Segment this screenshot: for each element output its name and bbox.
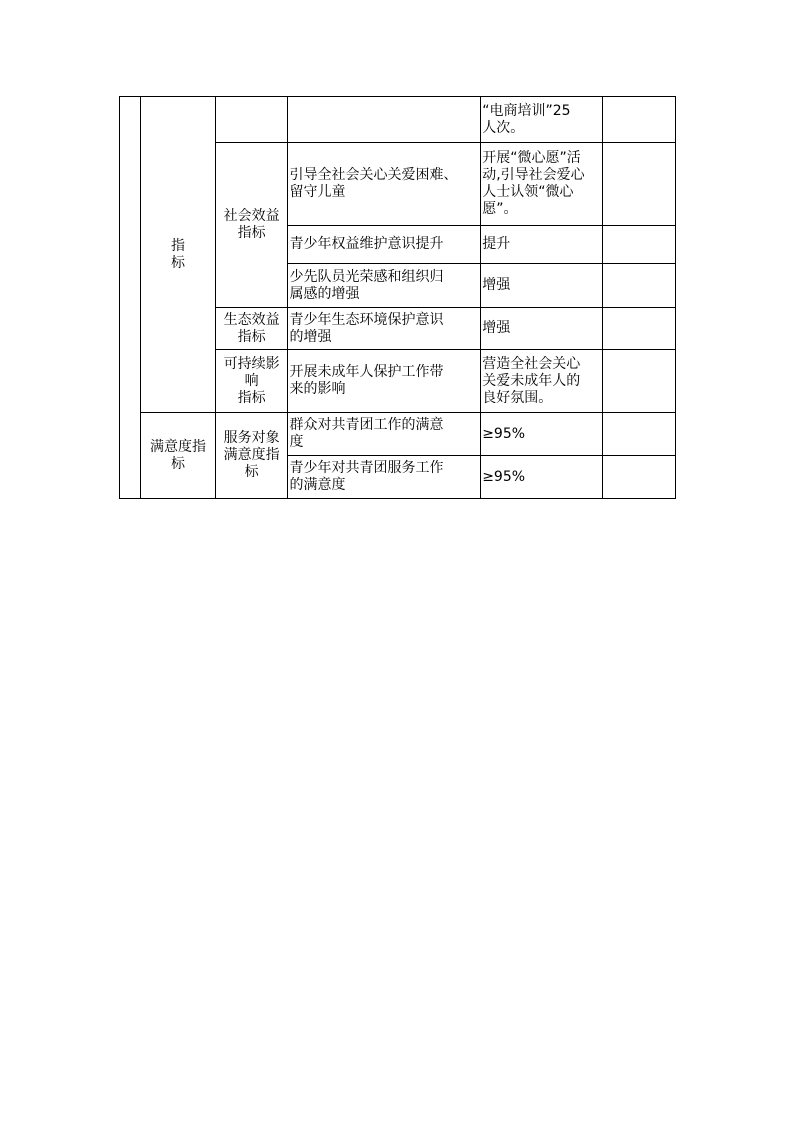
table-row (120, 413, 676, 456)
value-cell: 增强 (481, 264, 603, 308)
remark-cell (603, 350, 676, 413)
service-satisfaction-label: 服务对象 满意度指 标 (223, 430, 280, 480)
indicator-cell: 青少年生态环境保护意识 的增强 (288, 308, 481, 350)
value-cell: 增强 (481, 308, 603, 350)
ecological-benefit-label: 生态效益 指标 (223, 311, 280, 345)
remark-cell (603, 143, 676, 226)
remark-cell (603, 456, 676, 499)
indicator-cell: 青少年对共青团服务工作 的满意度 (288, 456, 481, 499)
performance-indicator-table (119, 96, 676, 499)
indicator-cell: 少先队员光荣感和组织归 属感的增强 (288, 264, 481, 308)
indicator-cell: 青少年权益维护意识提升 (288, 226, 481, 264)
indicator-cell (288, 97, 481, 143)
social-benefit-label: 社会效益 指标 (223, 208, 280, 241)
category-label-cell (141, 413, 216, 499)
value-cell: 提升 (481, 226, 603, 264)
value-cell: ≥95% (481, 456, 603, 499)
indicator-cell: 开展未成年人保护工作带 来的影响 (288, 350, 481, 413)
subcategory-cell (215, 143, 288, 308)
indicator-cell: 群众对共青团工作的满意 度 (288, 413, 481, 456)
indicator-cell: 引导全社会关心关爱困难、 留守儿童 (288, 143, 481, 226)
remark-cell (603, 226, 676, 264)
remark-cell (603, 308, 676, 350)
value-cell: “电商培训”25 人次。 (481, 97, 603, 143)
subcategory-cell (215, 97, 288, 143)
subcategory-cell (215, 350, 288, 413)
blank-first-column-cell (120, 97, 141, 499)
subcategory-cell (215, 413, 288, 499)
subcategory-cell (215, 308, 288, 350)
value-cell: ≥95% (481, 413, 603, 456)
category-label: 指 标 (171, 237, 186, 271)
remark-cell (603, 264, 676, 308)
table-row (120, 97, 676, 143)
remark-cell (603, 97, 676, 143)
remark-cell (603, 413, 676, 456)
satisfaction-category-label: 满意度指 标 (150, 438, 207, 472)
sustainable-impact-label: 可持续影 响 指标 (223, 355, 280, 406)
value-cell: 开展“微心愿”活 动,引导社会爱心 人士认领“微心 愿”。 (481, 143, 603, 226)
value-cell: 营造全社会关心 关爱未成年人的 良好氛围。 (481, 350, 603, 413)
category-label-cell (141, 97, 216, 413)
